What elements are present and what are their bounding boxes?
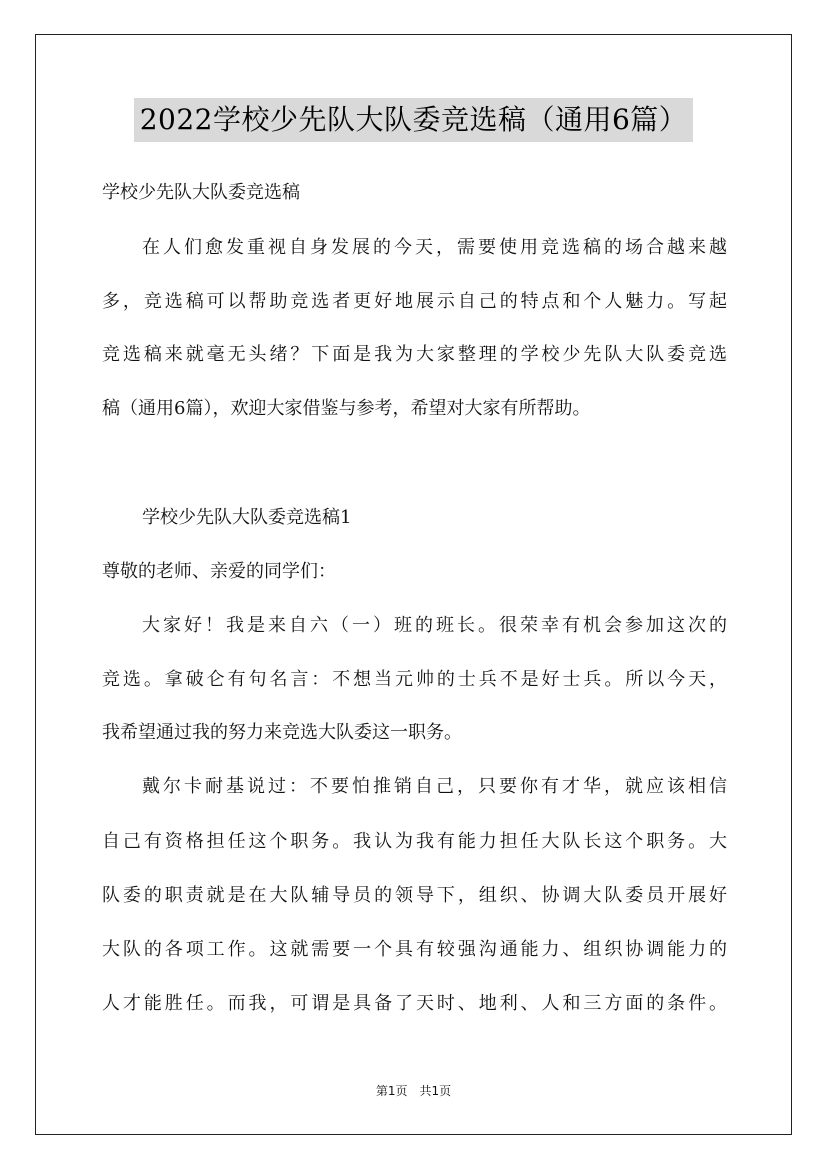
para1-line-3: 我希望通过我的努力来竞选大队委这一职务。 <box>102 722 462 743</box>
intro-line-1: 在人们愈发重视自身发展的今天，需要使用竞选稿的场合越来越 <box>142 237 727 258</box>
para2-line-2: 自己有资格担任这个职务。我认为我有能力担任大队长这个职务。大 <box>102 831 727 852</box>
page-number: 第1页 共1页 <box>375 1084 452 1098</box>
document-title: 2022学校少先队大队委竞选稿（通用6篇） <box>134 98 694 142</box>
intro-line-4: 稿（通用6篇），欢迎大家借鉴与参考，希望对大家有所帮助。 <box>102 398 591 419</box>
salutation: 尊敬的老师、亲爱的同学们： <box>102 561 336 582</box>
section-heading: 学校少先队大队委竞选稿1 <box>142 507 352 528</box>
para2-line-5: 人才能胜任。而我，可谓是具备了天时、地利、人和三方面的条件。 <box>102 993 727 1014</box>
para1-line-1: 大家好！我是来自六（一）班的班长。很荣幸有机会参加这次的 <box>142 615 727 636</box>
para2-line-3: 队委的职责就是在大队辅导员的领导下，组织、协调大队委员开展好 <box>102 885 727 906</box>
intro-line-3: 竞选稿来就毫无头绪？下面是我为大家整理的学校少先队大队委竞选 <box>102 344 727 365</box>
para2-line-1: 戴尔卡耐基说过：不要怕推销自己，只要你有才华，就应该相信 <box>142 776 727 797</box>
para2-line-4: 大队的各项工作。这就需要一个具有较强沟通能力、组织协调能力的 <box>102 939 727 960</box>
title-container <box>0 98 827 142</box>
subtitle: 学校少先队大队委竞选稿 <box>102 182 300 203</box>
para1-line-2: 竞选。拿破仑有句名言：不想当元帅的士兵不是好士兵。所以今天， <box>102 669 727 690</box>
intro-line-2: 多，竞选稿可以帮助竞选者更好地展示自己的特点和个人魅力。写起 <box>102 291 727 312</box>
